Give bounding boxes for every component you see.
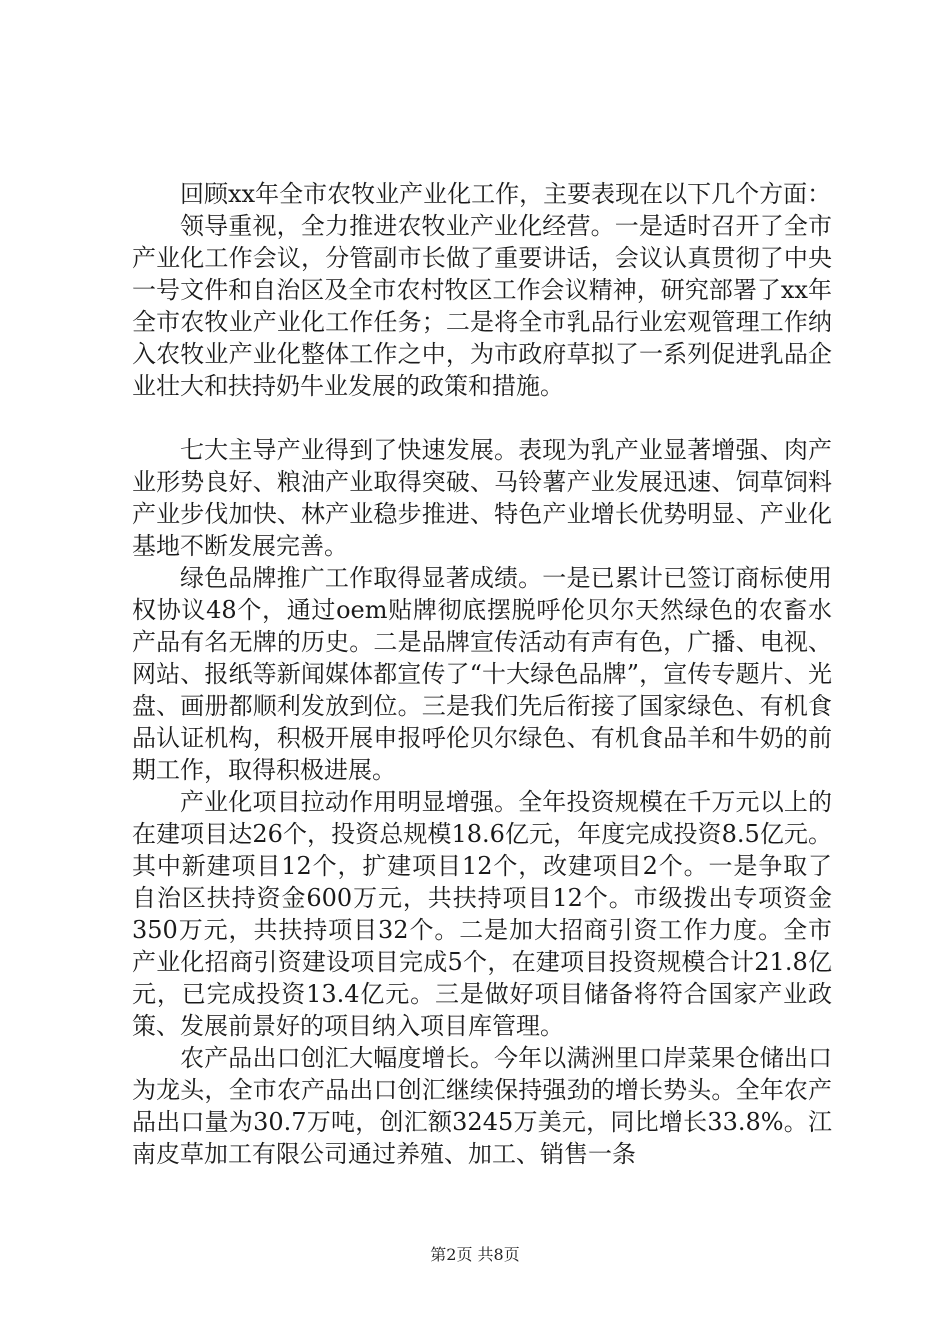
- paragraph-industries: 七大主导产业得到了快速发展。表现为乳产业显著增强、肉产业形势良好、粮油产业取得突破、马铃薯产业发展迅速、饲草饲料产业步伐加快、林产业稳步推进、特色产业增长优势明显、产业化基地不断发展完善。: [132, 436, 832, 560]
- paragraph-leadership: 领导重视，全力推进农牧业产业化经营。一是适时召开了全市产业化工作会议，分管副市长做了重要讲话，会议认真贯彻了中央一号文件和自治区及全市农村牧区工作会议精神，研究部署了xx年全市农牧业产业化工作任务；二是将全市乳品行业宏观管理工作纳入农牧业产业化整体工作之中，为市政府草拟了一系列促进乳品企业壮大和扶持奶牛业发展的政策和措施。: [132, 212, 832, 400]
- paragraph-exports: 农产品出口创汇大幅度增长。今年以满洲里口岸菜果仓储出口为龙头，全市农产品出口创汇继续保持强劲的增长势头。全年农产品出口量为30.7万吨，创汇额3245万美元，同比增长33.8%。江南皮草加工有限公司通过养殖、加工、销售一条: [132, 1044, 832, 1168]
- document-body: [132, 178, 832, 1170]
- page-footer: [0, 1245, 950, 1265]
- paragraph-projects: 产业化项目拉动作用明显增强。全年投资规模在千万元以上的在建项目达26个，投资总规模18.6亿元，年度完成投资8.5亿元。其中新建项目12个，扩建项目12个，改建项目2个。一是争取了自治区扶持资金600万元，共扶持项目12个。市级拨出专项资金350万元，共扶持项目32个。二是加大招商引资工作力度。全市产业化招商引资建设项目完成5个，在建项目投资规模合计21.8亿元，已完成投资13.4亿元。三是做好项目储备将符合国家产业政策、发展前景好的项目纳入项目库管理。: [132, 788, 832, 1040]
- paragraph-green-brand: 绿色品牌推广工作取得显著成绩。一是已累计已签订商标使用权协议48个，通过oem贴牌彻底摆脱呼伦贝尔天然绿色的农畜水产品有名无牌的历史。二是品牌宣传活动有声有色，广播、电视、网站、报纸等新闻媒体都宣传了“十大绿色品牌”，宣传专题片、光盘、画册都顺利发放到位。三是我们先后衔接了国家绿色、有机食品认证机构，积极开展申报呼伦贝尔绿色、有机食品羊和牛奶的前期工作，取得积极进展。: [132, 564, 832, 784]
- page-number: 第2页 共8页: [430, 1245, 520, 1264]
- paragraph-intro: 回顾xx年全市农牧业产业化工作，主要表现在以下几个方面：: [180, 180, 832, 208]
